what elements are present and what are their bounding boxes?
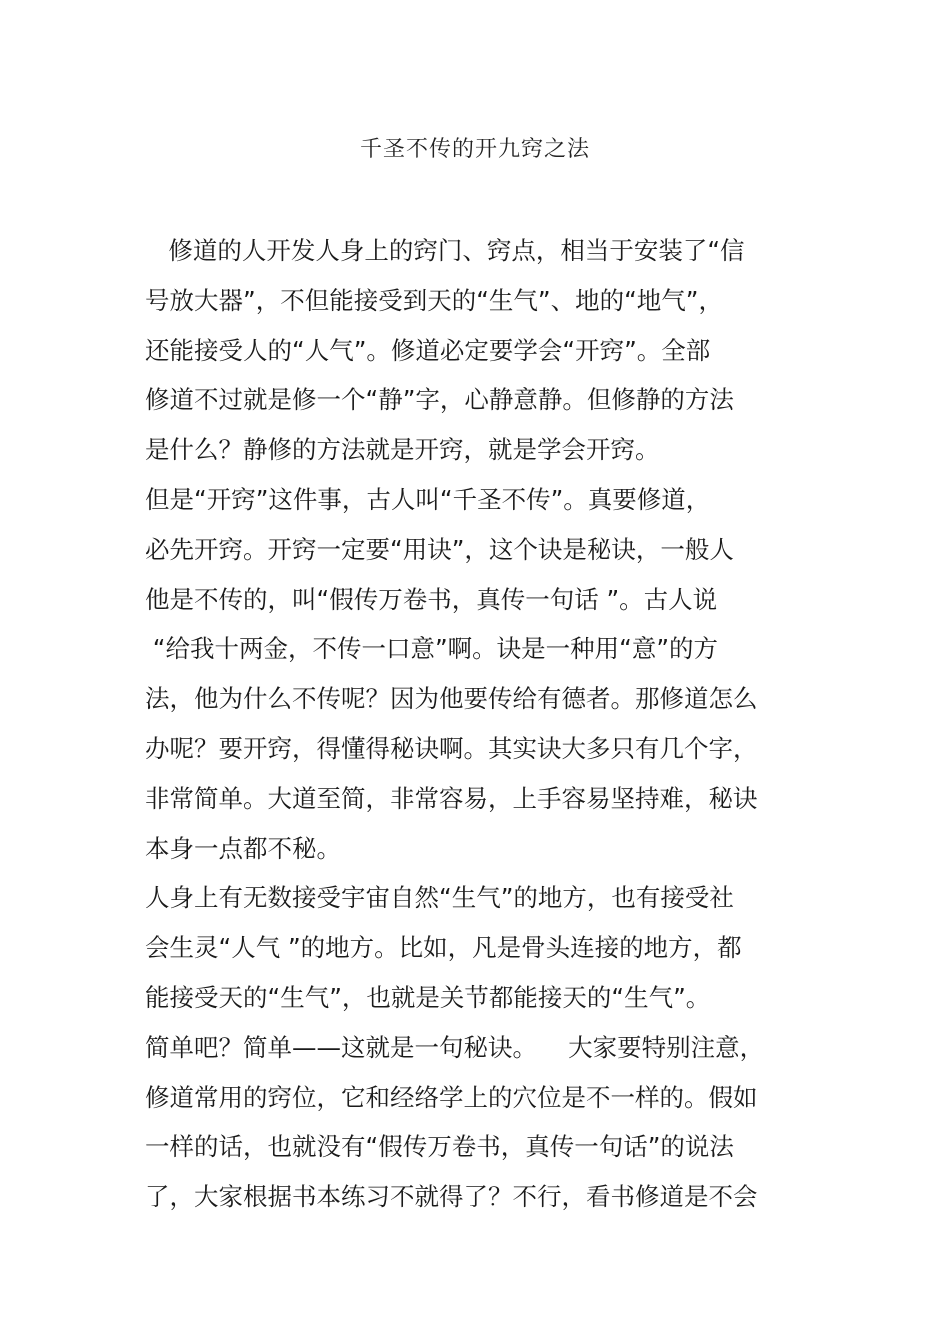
- body-line: 还能接受人的“人气”。修道必定要学会“开窍”。全部: [145, 335, 711, 365]
- body-line: 必先开窍。开窍一定要“用诀”，这个诀是秘诀，一般人: [145, 534, 734, 564]
- body-line: 法，他为什么不传呢？因为他要传给有德者。那修道怎么: [145, 684, 758, 714]
- document-body: [145, 226, 805, 1222]
- body-line: 办呢？要开窍，得懂得秘诀啊。其实诀大多只有几个字，: [145, 733, 758, 763]
- document-title: 千圣不传的开九窍之法: [359, 137, 590, 162]
- body-line: 修道的人开发人身上的窍门、窍点，相当于安装了“信: [145, 236, 745, 265]
- body-line: 号放大器”，不但能接受到天的“生气”、地的“地气”，: [145, 285, 723, 315]
- body-line: 本身一点都不秘。: [145, 833, 341, 863]
- body-line: 他是不传的，叫“假传万卷书，真传一句话 ”。古人说: [145, 584, 718, 614]
- body-line: 了，大家根据书本练习不就得了？不行，看书修道是不会: [145, 1182, 758, 1212]
- body-line: 能接受天的“生气”，也就是关节都能接天的“生气”。: [145, 982, 711, 1012]
- body-line: 一样的话，也就没有“假传万卷书，真传一句话”的说法: [145, 1132, 734, 1162]
- body-line: 但是“开窍”这件事，古人叫“千圣不传”。真要修道，: [145, 484, 711, 514]
- body-line: 非常简单。大道至简，非常容易，上手容易坚持难，秘诀: [145, 783, 758, 813]
- body-line: 人身上有无数接受宇宙自然“生气”的地方，也有接受社: [145, 883, 734, 913]
- body-line: 修道常用的窍位，它和经络学上的穴位是不一样的。假如: [145, 1082, 758, 1112]
- body-line: 简单吧？简单——这就是一句秘诀。 大家要特别注意，: [145, 1032, 765, 1062]
- body-line: 是什么？静修的方法就是开窍，就是学会开窍。: [145, 435, 660, 465]
- body-line: 会生灵“人气 ”的地方。比如，凡是骨头连接的地方，都: [145, 933, 742, 963]
- body-line: “给我十两金，不传一口意”啊。诀是一种用“意”的方: [145, 634, 719, 664]
- body-line: 修道不过就是修一个“静”字，心静意静。但修静的方法: [145, 385, 734, 415]
